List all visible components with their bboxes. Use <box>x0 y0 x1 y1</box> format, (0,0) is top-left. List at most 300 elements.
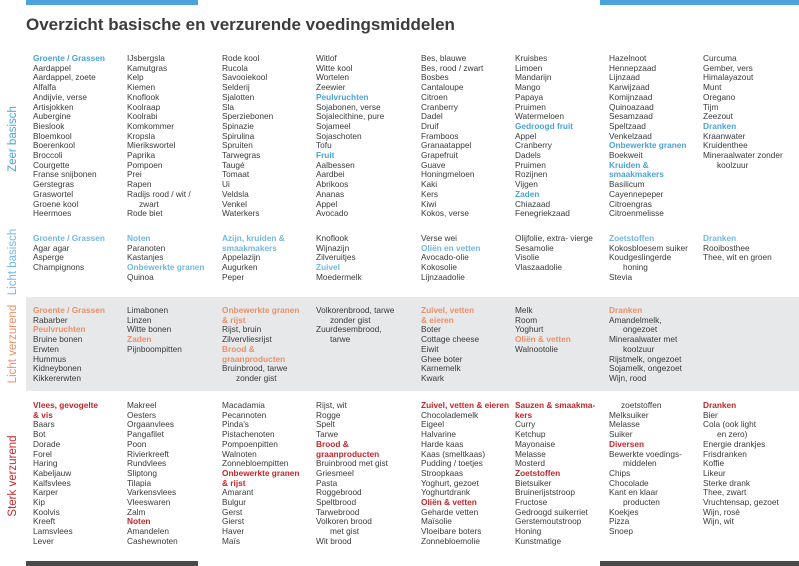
top-accent-bar-right <box>600 0 799 5</box>
food-item: Kikkererwten <box>33 372 81 383</box>
food-item: Macadamia <box>222 400 265 410</box>
food-item: Forel <box>33 448 52 459</box>
section-column <box>609 234 705 283</box>
section-column <box>222 234 318 283</box>
food-item: Wit brood <box>316 535 352 546</box>
food-item: Rogge <box>316 409 341 420</box>
food-item: Zuurdesembrood, <box>316 324 382 335</box>
category-heading: Onbewerkte granen <box>127 262 205 273</box>
food-item: Frisdranken <box>703 448 747 459</box>
food-item: Kaki <box>421 179 438 190</box>
food-item: Mineraalwater met <box>609 334 678 345</box>
food-item: Bruinbrood, tarwe <box>222 363 288 374</box>
food-item: Kamutgras <box>127 62 168 73</box>
food-item: Volkorenbrood, tarwe <box>316 305 395 315</box>
food-item: Guave <box>421 159 446 170</box>
food-item: Chocolade <box>609 477 649 488</box>
category-heading: Oliën en vetten <box>421 242 481 253</box>
food-item: Kastanjes <box>127 252 164 263</box>
food-item: Sliptong <box>127 467 157 478</box>
food-item: Olijfolie, extra- vierge <box>515 233 593 243</box>
food-item: Harde kaas <box>421 438 464 449</box>
food-item: Granaatappel <box>421 140 472 151</box>
food-item: Lijnzaad <box>609 72 640 83</box>
food-item: Peper <box>222 271 245 282</box>
food-item: Wijn, rood <box>609 372 647 383</box>
food-item: Limoen <box>515 62 543 73</box>
category-heading: Oliën & vetten <box>515 334 571 345</box>
food-item: Aalbessen <box>316 159 355 170</box>
category-heading: Dranken <box>703 400 737 410</box>
section-column <box>222 306 318 384</box>
page-title: Overzicht basische en verzurende voedingsmiddelen <box>26 15 455 34</box>
food-item: Rucola <box>222 62 248 73</box>
section-column <box>421 306 517 384</box>
food-item: Kers <box>421 188 439 199</box>
food-item: Zalm <box>127 506 146 517</box>
category-heading: Groente / Grassen <box>33 233 105 243</box>
food-item: Kalfsvlees <box>33 477 71 488</box>
food-item: Kidneybonen <box>33 363 82 374</box>
food-item: Basilicum <box>609 179 645 190</box>
category-heading: Dranken <box>703 233 737 243</box>
section-column <box>703 401 799 527</box>
section-column <box>127 54 223 219</box>
food-item: Erwten <box>33 343 59 354</box>
food-item: Thee, zwart <box>703 487 747 498</box>
food-item: Sojameel <box>316 120 351 131</box>
category-heading: Groente / Grassen <box>33 305 105 315</box>
food-item: Dadel <box>421 111 443 122</box>
food-item: Spruiten <box>222 140 253 151</box>
category-heading: smaakmakers <box>609 169 664 180</box>
food-item: Karnemelk <box>421 363 461 374</box>
food-item: Spinazie <box>222 120 254 131</box>
food-item: Agar agar <box>33 242 70 253</box>
food-item: Kruidenthee <box>703 140 748 151</box>
food-item: Bieslook <box>33 120 65 131</box>
section-column <box>316 306 412 345</box>
food-item: Kaas (smeltkaas) <box>421 448 486 459</box>
food-item: Pizza <box>609 516 630 527</box>
food-item: Citroen <box>421 91 448 102</box>
food-item: Wijn, wit <box>703 516 734 527</box>
food-item: Bietsuiker <box>515 477 552 488</box>
food-item: Melksuiker <box>609 409 649 420</box>
food-item: Lamsvlees <box>33 526 73 537</box>
food-item: Mineraalwater zonder <box>703 150 783 161</box>
food-item: Maïs <box>222 535 240 546</box>
food-item: Vleeswaren <box>127 497 171 508</box>
food-item: Tarwe <box>316 429 339 440</box>
food-item: Roggebrood <box>316 487 362 498</box>
category-heading: Noten <box>127 233 151 243</box>
food-item: Cranberry <box>421 101 458 112</box>
food-item: zwart <box>139 198 159 209</box>
food-item: Rundvlees <box>127 458 167 469</box>
food-item: Aardappel, zoete <box>33 72 96 83</box>
food-item: Kabeljauw <box>33 467 72 478</box>
food-item: Yoghurt, gezoet <box>421 477 479 488</box>
section-column <box>515 401 611 547</box>
food-item: Pasta <box>316 477 338 488</box>
category-heading: smaakmakers <box>222 242 277 253</box>
section-column <box>222 401 318 547</box>
food-item: Koolrabi <box>127 111 158 122</box>
section-column <box>703 234 799 263</box>
food-item: Citroengras <box>609 198 652 209</box>
category-heading: Onbewerkte granen <box>222 467 300 478</box>
category-heading: & rijst <box>222 477 246 488</box>
food-item: Citroenmelisse <box>609 208 664 219</box>
food-item: Hummus <box>33 353 67 364</box>
food-item: Pudding / toetjes <box>421 458 483 469</box>
food-item: Visolie <box>515 252 540 263</box>
food-item: zonder gist <box>236 372 277 383</box>
section-label-licht-basisch <box>0 227 26 297</box>
section-column <box>127 401 223 547</box>
food-item: Wijn, rosé <box>703 506 740 517</box>
food-item: Rozijnen <box>515 169 548 180</box>
food-item: Prei <box>127 169 142 180</box>
food-item: Rijst, wit <box>316 400 347 410</box>
food-item: Zilveruitjes <box>316 252 356 263</box>
food-item: Abrikoos <box>316 179 349 190</box>
food-item: Avocado <box>316 208 349 219</box>
category-heading: Onbewerkte granen <box>222 305 300 315</box>
food-item: Tomaat <box>222 169 250 180</box>
section-column <box>515 234 611 273</box>
food-item: Mango <box>515 82 541 93</box>
food-item: Bruine bonen <box>33 334 83 345</box>
food-item: Vlaszaadolie <box>515 262 563 273</box>
food-item: Haver <box>222 526 245 537</box>
bottom-bar-left <box>26 561 198 566</box>
food-item: Koekjes <box>609 506 639 517</box>
food-item: Witte bonen <box>127 324 172 335</box>
food-item: Zonnebloempitten <box>222 458 289 469</box>
food-item: met gist <box>330 526 360 537</box>
section-column <box>515 54 611 219</box>
food-item: ongezoet <box>623 324 658 335</box>
food-item: Venkel <box>222 198 247 209</box>
food-item: Paranoten <box>127 242 166 253</box>
food-item: Kelp <box>127 72 144 83</box>
category-heading: graanproducten <box>222 353 286 364</box>
food-item: tarwe <box>330 334 351 345</box>
food-item: Andijvie, verse <box>33 91 87 102</box>
food-item: Selderij <box>222 82 250 93</box>
food-item: Kraanwater <box>703 130 746 141</box>
food-item: Rode kool <box>222 53 260 63</box>
food-item: Broccoli <box>33 150 63 161</box>
food-item: Asperge <box>33 252 64 263</box>
food-item: Vloeibare boters <box>421 526 482 537</box>
food-item: koolzuur <box>623 343 655 354</box>
food-item: Munt <box>703 82 722 93</box>
food-item: Sojalecithine, pure <box>316 111 385 122</box>
food-item: Sjalotten <box>222 91 255 102</box>
food-item: Stroopkaas <box>421 467 463 478</box>
section-column <box>33 401 129 547</box>
section-label-text: Licht verzurend <box>7 304 19 384</box>
food-item: Sojamelk, ongezoet <box>609 363 682 374</box>
food-item: Kiwi <box>421 198 437 209</box>
food-item: Gierst <box>222 516 245 527</box>
food-item: Tofu <box>316 140 332 151</box>
food-item: Rivierkreeft <box>127 448 169 459</box>
food-item: Pecannoten <box>222 409 267 420</box>
food-item: Cayennepeper <box>609 188 664 199</box>
food-item: Framboos <box>421 130 459 141</box>
food-item: Energie drankjes <box>703 438 766 449</box>
food-item: Graswortel <box>33 188 74 199</box>
food-item: Venkelzaad <box>609 130 652 141</box>
food-item: Pijnboompitten <box>127 343 182 354</box>
category-heading: Onbewerkte granen <box>609 140 687 151</box>
food-item: Kreeft <box>33 516 56 527</box>
food-item: Gerst <box>222 506 243 517</box>
food-item: Gember, vers <box>703 62 753 73</box>
section-band-zeer-basisch <box>26 51 799 227</box>
category-heading: Zoetstoffen <box>515 467 561 478</box>
food-item: Haring <box>33 458 58 469</box>
food-item: Spelt <box>316 419 335 430</box>
food-item: Courgette <box>33 159 70 170</box>
food-item: Wijnazijn <box>316 242 350 253</box>
food-item: Paprika <box>127 150 156 161</box>
food-item: Zilvervliesrijst <box>222 334 272 345</box>
food-item: Gehardе vetten <box>421 506 479 517</box>
section-column <box>316 234 412 283</box>
food-item: Baars <box>33 419 55 430</box>
food-item: Augurken <box>222 262 258 273</box>
category-heading: & eieren <box>421 314 454 325</box>
category-heading: Vlees, gevogelte <box>33 400 99 410</box>
food-item: Makreel <box>127 400 157 410</box>
food-item: Appel <box>515 130 537 141</box>
category-heading: Zoetstoffen <box>609 233 655 243</box>
food-item: Fructose <box>515 497 548 508</box>
food-item: Honingmeloen <box>421 169 475 180</box>
category-heading: Zaden <box>515 188 540 199</box>
food-item: Chocolademelk <box>421 409 479 420</box>
food-item: Sterke drank <box>703 477 751 488</box>
food-item: Melk <box>515 305 533 315</box>
food-item: Honing <box>515 526 542 537</box>
food-item: Kropsla <box>127 130 156 141</box>
food-item: IJsbergsla <box>127 53 165 63</box>
food-item: Pruimen <box>515 101 546 112</box>
food-item: Quinoazaad <box>609 101 654 112</box>
food-item: Veldsla <box>222 188 249 199</box>
food-item: Druif <box>421 120 439 131</box>
food-item: Volkoren brood <box>316 516 372 527</box>
food-item: Gerstemoutstroop <box>515 516 582 527</box>
food-item: Knoflook <box>127 91 160 102</box>
food-item: Zeewier <box>316 82 346 93</box>
food-item: Kokosbloesem suiker <box>609 242 688 253</box>
food-item: Cranberry <box>515 140 552 151</box>
category-heading: & rijst <box>222 314 246 325</box>
food-item: Mosterd <box>515 458 545 469</box>
food-item: Room <box>515 314 538 325</box>
food-item: Fenegriekzaad <box>515 208 570 219</box>
food-item: Sperziebonen <box>222 111 274 122</box>
food-item: Koolvis <box>33 506 60 517</box>
food-item: Rode biet <box>127 208 163 219</box>
food-item: Limabonen <box>127 305 169 315</box>
food-item: Karper <box>33 487 58 498</box>
food-item: Pistachenoten <box>222 429 275 440</box>
section-label-text: Sterk verzurend <box>7 435 19 517</box>
food-item: producten <box>623 497 660 508</box>
food-item: Avocado-olie <box>421 252 469 263</box>
food-item: Karwijzaad <box>609 82 650 93</box>
food-item: Ui <box>222 179 230 190</box>
category-heading: kers <box>515 409 533 420</box>
food-item: Pompoenpitten <box>222 438 278 449</box>
food-item: Zonnebloemolie <box>421 535 481 546</box>
food-item: Cottage cheese <box>421 334 480 345</box>
food-item: Amandelen <box>127 526 169 537</box>
food-item: Watermeloen <box>515 111 565 122</box>
food-item: Tijm <box>703 101 719 112</box>
food-item: Oesters <box>127 409 157 420</box>
food-item: Walnoten <box>222 448 257 459</box>
food-item: Rabarber <box>33 314 68 325</box>
food-item: Franse snijbonen <box>33 169 97 180</box>
category-heading: Noten <box>127 516 151 527</box>
food-item: Gerstegras <box>33 179 75 190</box>
food-item: Maïsolie <box>421 516 452 527</box>
food-item: Kokosolie <box>421 262 457 273</box>
food-item: Heermoes <box>33 208 72 219</box>
food-item: Stevia <box>609 271 633 282</box>
food-item: Thee, wit en groen <box>703 252 772 263</box>
food-item: Pruimen <box>515 159 546 170</box>
category-heading: Fruit <box>316 150 335 161</box>
food-item: Chiazaad <box>515 198 551 209</box>
category-heading: Peulvruchten <box>316 91 369 102</box>
food-item: Bruinerijststroop <box>515 487 575 498</box>
category-heading: Gedroogd fruit <box>515 120 574 131</box>
food-item: Aubergine <box>33 111 71 122</box>
food-item: Vruchtensap, gezoet <box>703 497 779 508</box>
food-item: Witte kool <box>316 62 353 73</box>
food-item: Lever <box>33 535 54 546</box>
food-item: Ananas <box>316 188 345 199</box>
food-item: Pangafilet <box>127 429 164 440</box>
section-column <box>316 401 412 547</box>
food-item: Bewerkte voedings- <box>609 448 682 459</box>
food-item: Orgaanvlees <box>127 419 175 430</box>
section-label-text: Licht basisch <box>7 228 19 296</box>
food-item: Poon <box>127 438 147 449</box>
section-column <box>127 234 223 283</box>
section-column <box>127 306 223 355</box>
category-heading: Azijn, kruiden & <box>222 233 285 243</box>
category-heading: Peulvruchten <box>33 324 86 335</box>
food-item: Kokos, verse <box>421 208 469 219</box>
food-item: middelen <box>623 458 657 469</box>
food-item: koolzuur <box>717 159 749 170</box>
food-item: Kiemen <box>127 82 156 93</box>
food-item: Mandarijn <box>515 72 552 83</box>
food-item: zoetstoffen <box>621 400 662 410</box>
section-column <box>421 234 517 283</box>
category-heading: Sauzen & smaakma- <box>515 400 596 410</box>
food-item: Wortelen <box>316 72 350 83</box>
food-item: Speltbrood <box>316 497 357 508</box>
food-item: Bosbes <box>421 72 449 83</box>
food-item: Snoep <box>609 526 633 537</box>
food-item: Hennepzaad <box>609 62 657 73</box>
food-item: Cantaloupe <box>421 82 464 93</box>
category-heading: & vis <box>33 409 53 420</box>
category-heading: Diversen <box>609 438 645 449</box>
food-item: Bulgur <box>222 497 246 508</box>
top-accent-bar-left <box>26 0 198 5</box>
food-item: Hazelnoot <box>609 53 647 63</box>
food-item: Koolraap <box>127 101 161 112</box>
food-item: Cola (ook light <box>703 419 757 430</box>
food-item: Suiker <box>609 429 633 440</box>
food-item: Taugé <box>222 159 245 170</box>
food-item: Bes, rood / zwart <box>421 62 484 73</box>
food-item: Groene kool <box>33 198 79 209</box>
food-item: Eiwit <box>421 343 439 354</box>
food-item: Tarwebrood <box>316 506 360 517</box>
food-item: Aardbei <box>316 169 345 180</box>
food-item: Koudgeslingerde <box>609 252 672 263</box>
food-item: Vijgen <box>515 179 538 190</box>
category-heading: Zuivel, vetten & eieren <box>421 400 510 410</box>
section-column <box>222 54 318 219</box>
food-item: Griesmeel <box>316 467 354 478</box>
food-item: Tilapia <box>127 477 152 488</box>
food-item: Melasse <box>515 448 546 459</box>
food-item: en zero) <box>717 429 748 440</box>
food-item: Bloemkool <box>33 130 72 141</box>
category-heading: Dranken <box>609 305 643 315</box>
category-heading: graanproducten <box>316 448 380 459</box>
section-band-licht-basisch <box>26 227 799 297</box>
section-column <box>33 306 129 384</box>
food-item: Speltzaad <box>609 120 646 131</box>
food-item: Tarwegras <box>222 150 261 161</box>
category-heading: Zaden <box>127 334 152 345</box>
food-item: Dadels <box>515 150 541 161</box>
food-item: Witlof <box>316 53 337 63</box>
food-item: Curry <box>515 419 536 430</box>
food-item: Pompoen <box>127 159 163 170</box>
food-item: Gedroogd suikerriet <box>515 506 588 517</box>
food-item: Sojaschoten <box>316 130 362 141</box>
food-item: Rapen <box>127 179 152 190</box>
food-item: Appel <box>316 198 338 209</box>
section-column <box>515 306 611 355</box>
food-item: Moedermelk <box>316 271 362 282</box>
food-item: Quinoa <box>127 271 154 282</box>
food-item: Bes, blauwe <box>421 53 467 63</box>
food-item: Ketchup <box>515 429 546 440</box>
section-band-sterk-verzurend <box>26 391 799 561</box>
food-item: Dorade <box>33 438 61 449</box>
food-item: Melasse <box>609 419 640 430</box>
food-item: Kruisbes <box>515 53 548 63</box>
food-item: Sesamzaad <box>609 111 653 122</box>
